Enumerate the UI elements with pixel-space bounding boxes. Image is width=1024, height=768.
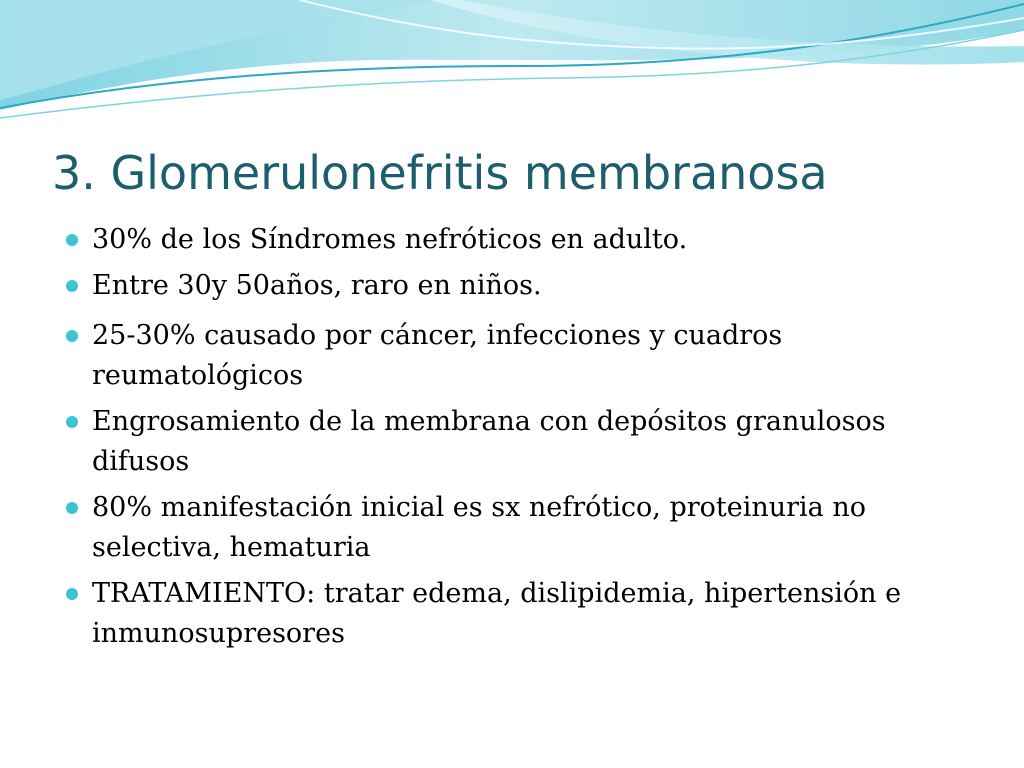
slide-title: 3. Glomerulonefritis membranosa xyxy=(52,146,828,200)
list-item xyxy=(64,402,964,482)
bullet-list xyxy=(64,220,964,660)
bullet-text: 25-30% causado por cáncer, infecciones y cuadros reumatológicos xyxy=(92,320,783,391)
bullet-dot-icon xyxy=(66,330,78,342)
bullet-text: 30% de los Síndromes nefróticos en adulto. xyxy=(92,224,688,255)
list-item xyxy=(64,574,964,654)
bullet-dot-icon xyxy=(66,588,78,600)
list-item xyxy=(64,220,964,260)
header-wave-decoration xyxy=(0,0,1024,130)
list-item xyxy=(64,316,964,396)
bullet-dot-icon xyxy=(66,502,78,514)
bullet-text: Entre 30y 50años, raro en niños. xyxy=(92,270,542,301)
bullet-dot-icon xyxy=(66,416,78,428)
bullet-dot-icon xyxy=(66,280,78,292)
bullet-text: 80% manifestación inicial es sx nefrótico, proteinuria no selectiva, hematuria xyxy=(92,492,866,563)
list-item xyxy=(64,488,964,568)
bullet-dot-icon xyxy=(66,234,78,246)
bullet-text: TRATAMIENTO: tratar edema, dislipidemia, hipertensión e inmunosupresores xyxy=(92,578,902,649)
list-item xyxy=(64,266,964,306)
bullet-text: Engrosamiento de la membrana con depósitos granulosos difusos xyxy=(92,406,886,477)
